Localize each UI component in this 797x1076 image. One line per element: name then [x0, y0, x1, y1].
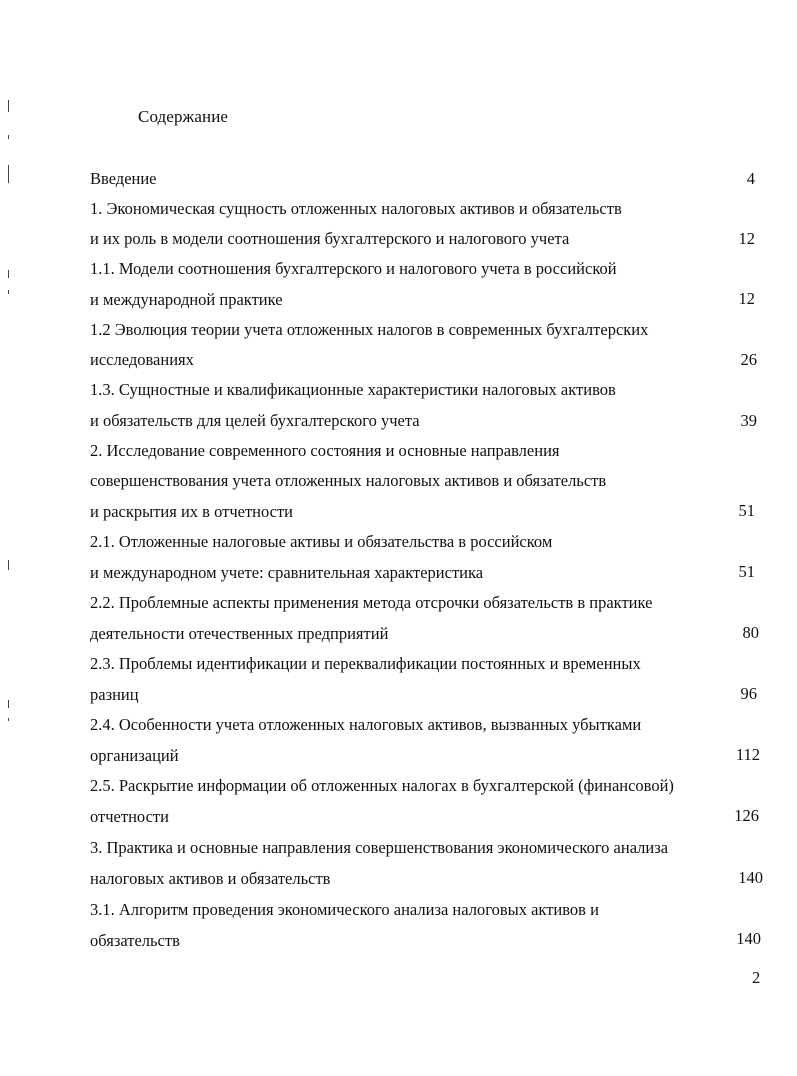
- toc-entry-line: разниц: [90, 685, 139, 704]
- toc-entry-line: исследованиях: [90, 350, 194, 369]
- toc-entry-page: 4: [746, 169, 755, 188]
- toc-entry-line: 2.2. Проблемные аспекты применения метода отсрочки обязательств в практике: [90, 593, 653, 612]
- toc-entry-line: 3.1. Алгоритм проведения экономического анализа налоговых активов и: [90, 900, 599, 919]
- scan-artifact: [8, 100, 9, 112]
- scan-artifact: [8, 270, 9, 278]
- toc-entry-page: 26: [740, 350, 757, 369]
- toc-entry-page: 51: [738, 501, 755, 520]
- toc-entry-line: 1.3. Сущностные и квалификационные характеристики налоговых активов: [90, 380, 616, 399]
- toc-entry-line: и обязательств для целей бухгалтерского учета: [90, 411, 420, 430]
- toc-entry-page: 12: [738, 289, 755, 308]
- toc-entry-line: совершенствования учета отложенных налоговых активов и обязательств: [90, 471, 607, 490]
- toc-entry-line: организаций: [90, 746, 179, 765]
- toc-entry-page: 140: [736, 929, 761, 948]
- scan-artifact: [8, 718, 9, 721]
- toc-entry-line: 2.5. Раскрытие информации об отложенных налогах в бухгалтерской (финансовой): [90, 776, 674, 795]
- toc-entry-line: Введение: [90, 169, 157, 188]
- toc-entry-line: обязательств: [90, 931, 180, 950]
- toc-entry-line: 2.1. Отложенные налоговые активы и обязательства в российском: [90, 532, 553, 551]
- toc-entry-page: 126: [734, 806, 759, 825]
- toc-entry-page: 39: [740, 411, 757, 430]
- toc-entry-page: 80: [742, 623, 759, 642]
- toc-entry-line: деятельности отечественных предприятий: [90, 624, 389, 643]
- toc-entry-line: и международной практике: [90, 290, 283, 309]
- scan-artifact: [8, 700, 9, 708]
- scan-artifact: [8, 290, 9, 294]
- toc-entry-line: 1. Экономическая сущность отложенных налоговых активов и обязательств: [90, 199, 622, 218]
- page-number: 2: [752, 968, 761, 987]
- toc-entry-line: и их роль в модели соотношения бухгалтерского и налогового учета: [90, 229, 570, 248]
- toc-entry-line: налоговых активов и обязательств: [90, 869, 331, 888]
- toc-entry-page: 12: [738, 229, 755, 248]
- toc-entry-line: 2. Исследование современного состояния и основные направления: [90, 441, 560, 460]
- toc-entry-page: 51: [738, 562, 755, 581]
- toc-entry-line: отчетности: [90, 807, 169, 826]
- scan-artifact: [8, 135, 9, 139]
- toc-entry-line: 2.3. Проблемы идентификации и переквалификации постоянных и временных: [90, 654, 641, 673]
- scan-artifact: [8, 560, 9, 570]
- toc-entry-line: и международном учете: сравнительная характеристика: [90, 563, 484, 582]
- page-title: Содержание: [138, 107, 229, 126]
- scan-artifact: [8, 165, 9, 183]
- toc-entry-line: и раскрытия их в отчетности: [90, 502, 294, 521]
- toc-entry-page: 112: [735, 745, 760, 764]
- toc-entry-page: 96: [740, 684, 757, 703]
- toc-entry-page: 140: [738, 868, 763, 887]
- toc-entry-line: 1.1. Модели соотношения бухгалтерского и налогового учета в российской: [90, 259, 617, 278]
- toc-entry-line: 2.4. Особенности учета отложенных налоговых активов, вызванных убытками: [90, 715, 642, 734]
- toc-entry-line: 1.2 Эволюция теории учета отложенных налогов в современных бухгалтерских: [90, 320, 649, 339]
- toc-entry-line: 3. Практика и основные направления совершенствования экономического анализа: [90, 838, 669, 857]
